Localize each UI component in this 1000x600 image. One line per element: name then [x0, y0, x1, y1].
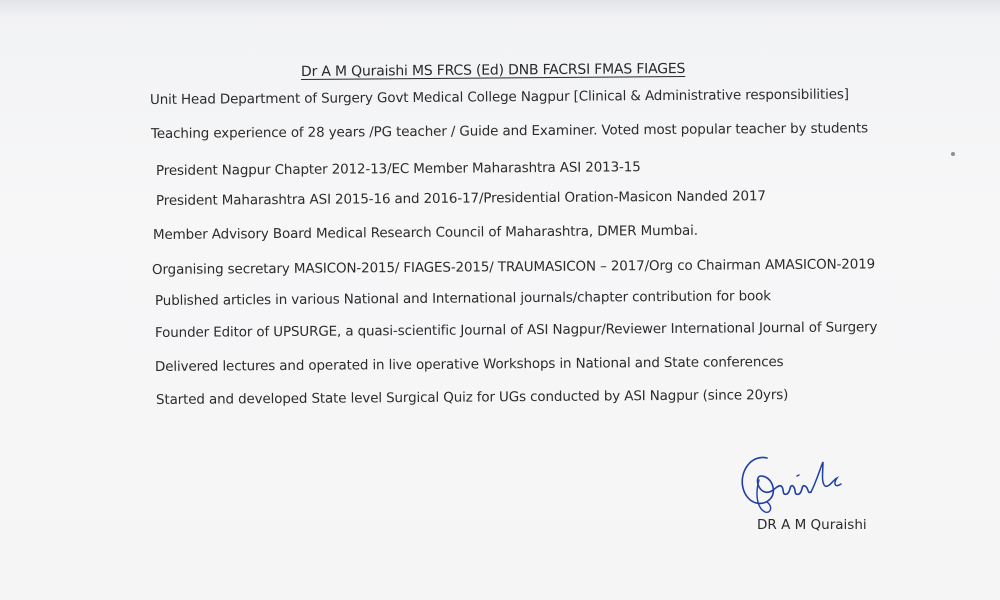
- credential-line: Member Advisory Board Medical Research Council of Maharashtra, DMER Mumbai.: [152, 222, 698, 243]
- document-title: Dr A M Quraishi MS FRCS (Ed) DNB FACRSI FMAS FIAGES: [300, 60, 686, 80]
- credential-line: Delivered lectures and operated in live operative Workshops in National and State conferences: [154, 354, 784, 375]
- credential-line: President Nagpur Chapter 2012-13/EC Member Maharashtra ASI 2013-15: [155, 159, 641, 179]
- credential-line: Started and developed State level Surgical Quiz for UGs conducted by ASI Nagpur (since 20yrs): [155, 387, 789, 408]
- signer-name: DR A M Quraishi: [757, 517, 867, 533]
- credential-line: Organising secretary MASICON-2015/ FIAGES-2015/ TRAUMASICON – 2017/Org co Chairman AMASICON-2019: [151, 256, 876, 278]
- credential-line: President Maharashtra ASI 2015-16 and 2016-17/Presidential Oration-Masicon Nanded 2017: [155, 188, 766, 209]
- credential-line: Teaching experience of 28 years /PG teacher / Guide and Examiner. Voted most popular teacher by students: [150, 120, 869, 142]
- credential-line: Published articles in various National and International journals/chapter contribution for book: [154, 288, 771, 309]
- credential-line: Unit Head Department of Surgery Govt Medical College Nagpur [Clinical & Administrative responsibilities]: [149, 86, 849, 108]
- scan-speck: [951, 152, 955, 156]
- handwritten-signature: [737, 450, 847, 520]
- credential-line: Founder Editor of UPSURGE, a quasi-scientific Journal of ASI Nagpur/Reviewer International Journal of Surgery: [154, 319, 878, 341]
